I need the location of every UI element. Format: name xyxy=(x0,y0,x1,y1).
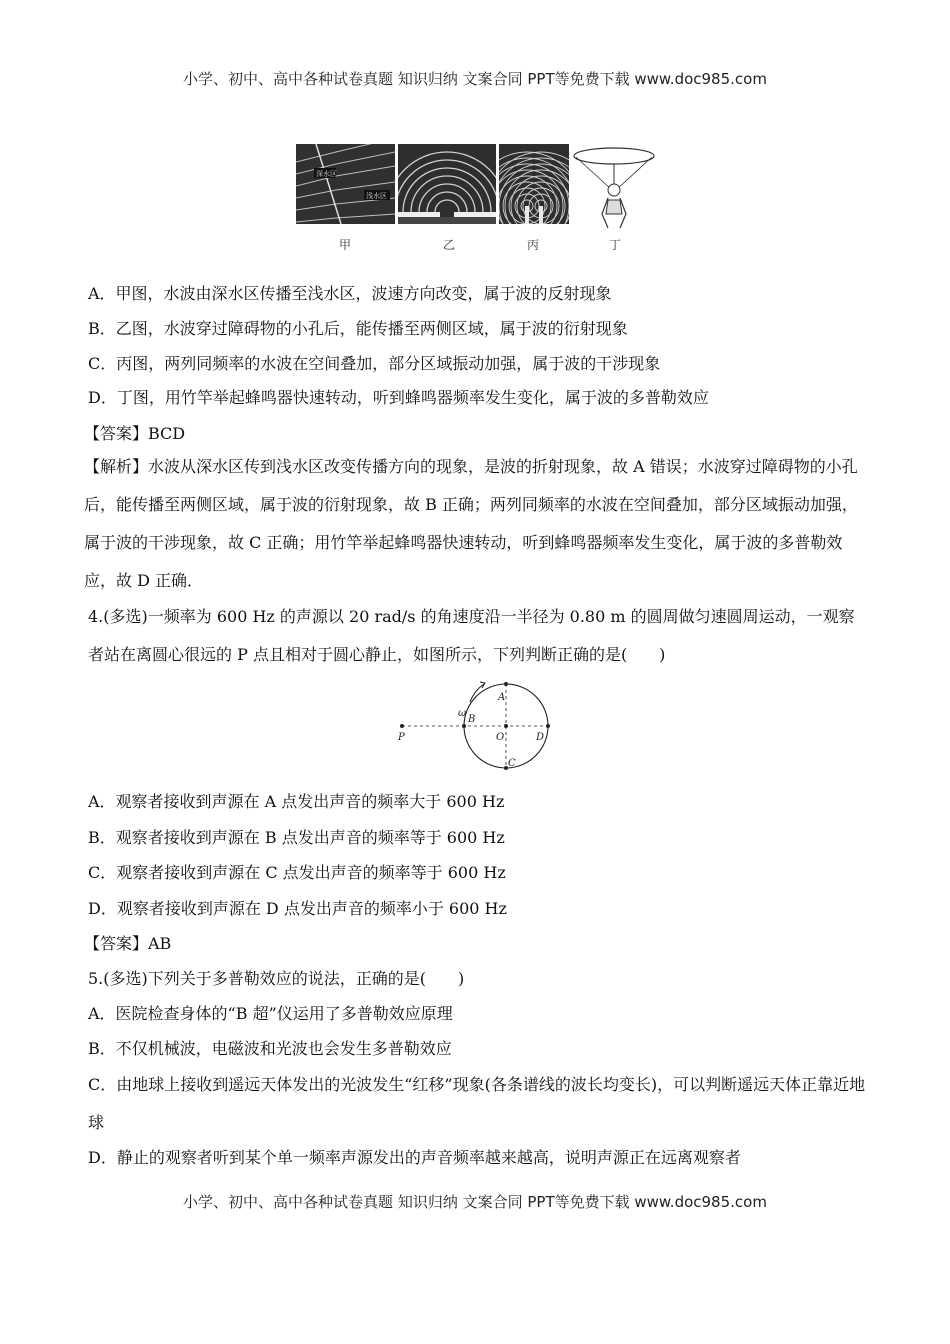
q4-option-a: A．观察者接收到声源在 A 点发出声音的频率大于 600 Hz xyxy=(88,792,505,811)
label-omega: ω xyxy=(458,708,467,719)
q3-option-b: B．乙图，水波穿过障碍物的小孔后，能传播至两侧区域，属于波的衍射现象 xyxy=(88,319,628,338)
q5-stem: 5.(多选)下列关于多普勒效应的说法，正确的是( ) xyxy=(88,969,465,988)
label-a: A xyxy=(498,692,506,703)
q5-option-c: C．由地球上接收到遥远天体发出的光波发生“红移”现象(各条谱线的波长均变长)，可以判断遥远天体正靠近地球 xyxy=(88,1075,866,1132)
page-footer: 小学、初中、高中各种试卷真题 知识归纳 文案合同 PPT等免费下载 www.doc985.com xyxy=(183,1193,767,1211)
q4-stem: 4.(多选)一频率为 600 Hz 的声源以 20 rad/s 的角速度沿一半径为 0.80 m 的圆周做匀速圆周运动，一观察者站在离圆心很远的 P 点且相对于圆心静止，如图所示，下列判断正确的是( ) xyxy=(88,607,855,664)
q3-option-a: A．甲图，水波由深水区传播至浅水区，波速方向改变，属于波的反射现象 xyxy=(88,284,612,303)
q5-option-a: A．医院检查身体的“B 超”仪运用了多普勒效应原理 xyxy=(88,1004,453,1023)
q5-option-b: B．不仅机械波，电磁波和光波也会发生多普勒效应 xyxy=(88,1039,452,1058)
caption-ding: 丁 xyxy=(609,238,622,252)
q4-option-b: B．观察者接收到声源在 B 点发出声音的频率等于 600 Hz xyxy=(88,828,505,847)
refraction-photo xyxy=(296,144,395,224)
figure-jia-image xyxy=(296,144,395,224)
caption-jia: 甲 xyxy=(339,238,352,252)
q5-option-d: D．静止的观察者听到某个单一频率声源发出的声音频率越来越高，说明声源正在远离观察者 xyxy=(88,1148,741,1167)
diffraction-photo xyxy=(398,144,496,224)
q3-answer: 【答案】BCD xyxy=(84,424,186,443)
label-c: C xyxy=(508,758,516,769)
page-header: 小学、初中、高中各种试卷真题 知识归纳 文案合同 PPT等免费下载 www.doc985.com xyxy=(183,70,767,88)
label-b: B xyxy=(468,714,476,725)
q4-option-d: D．观察者接收到声源在 D 点发出声音的频率小于 600 Hz xyxy=(88,899,507,918)
label-p: P xyxy=(398,732,405,743)
q3-option-c: C．丙图，两列同频率的水波在空间叠加，部分区域振动加强，属于波的干涉现象 xyxy=(88,354,661,373)
deep-label: 深水区 xyxy=(316,170,337,178)
caption-yi: 乙 xyxy=(443,238,456,252)
label-d: D xyxy=(536,732,545,743)
q4-answer: 【答案】AB xyxy=(84,934,172,953)
q4-option-c: C．观察者接收到声源在 C 点发出声音的频率等于 600 Hz xyxy=(88,863,506,882)
spinning-buzzer-drawing xyxy=(572,144,656,230)
shallow-label: 浅水区 xyxy=(366,192,387,200)
figure-yi-image xyxy=(398,144,496,224)
figure-ding-image xyxy=(572,144,656,230)
caption-bing: 丙 xyxy=(527,238,540,252)
q3-analysis: 【解析】水波从深水区传到浅水区改变传播方向的现象，是波的折射现象，故 A 错误；水波穿过障碍物的小孔后，能传播至两侧区域，属于波的衍射现象，故 B 正确；两列同频率的水波在空间叠加，部分区域振动加强，属于波的干涉现象，故 C 正确；用竹竿举起蜂鸣器快速转动，听到蜂鸣器频率发生变化，属于波的多普勒效应，故 D 正确． xyxy=(84,457,858,590)
label-o: O xyxy=(496,732,505,743)
circle-diagram xyxy=(392,678,562,772)
q3-option-d: D．丁图，用竹竿举起蜂鸣器快速转动，听到蜂鸣器频率发生变化，属于波的多普勒效应 xyxy=(88,388,709,407)
interference-photo xyxy=(499,144,569,224)
circular-motion-diagram xyxy=(392,678,562,772)
figure-bing-image xyxy=(499,144,569,224)
